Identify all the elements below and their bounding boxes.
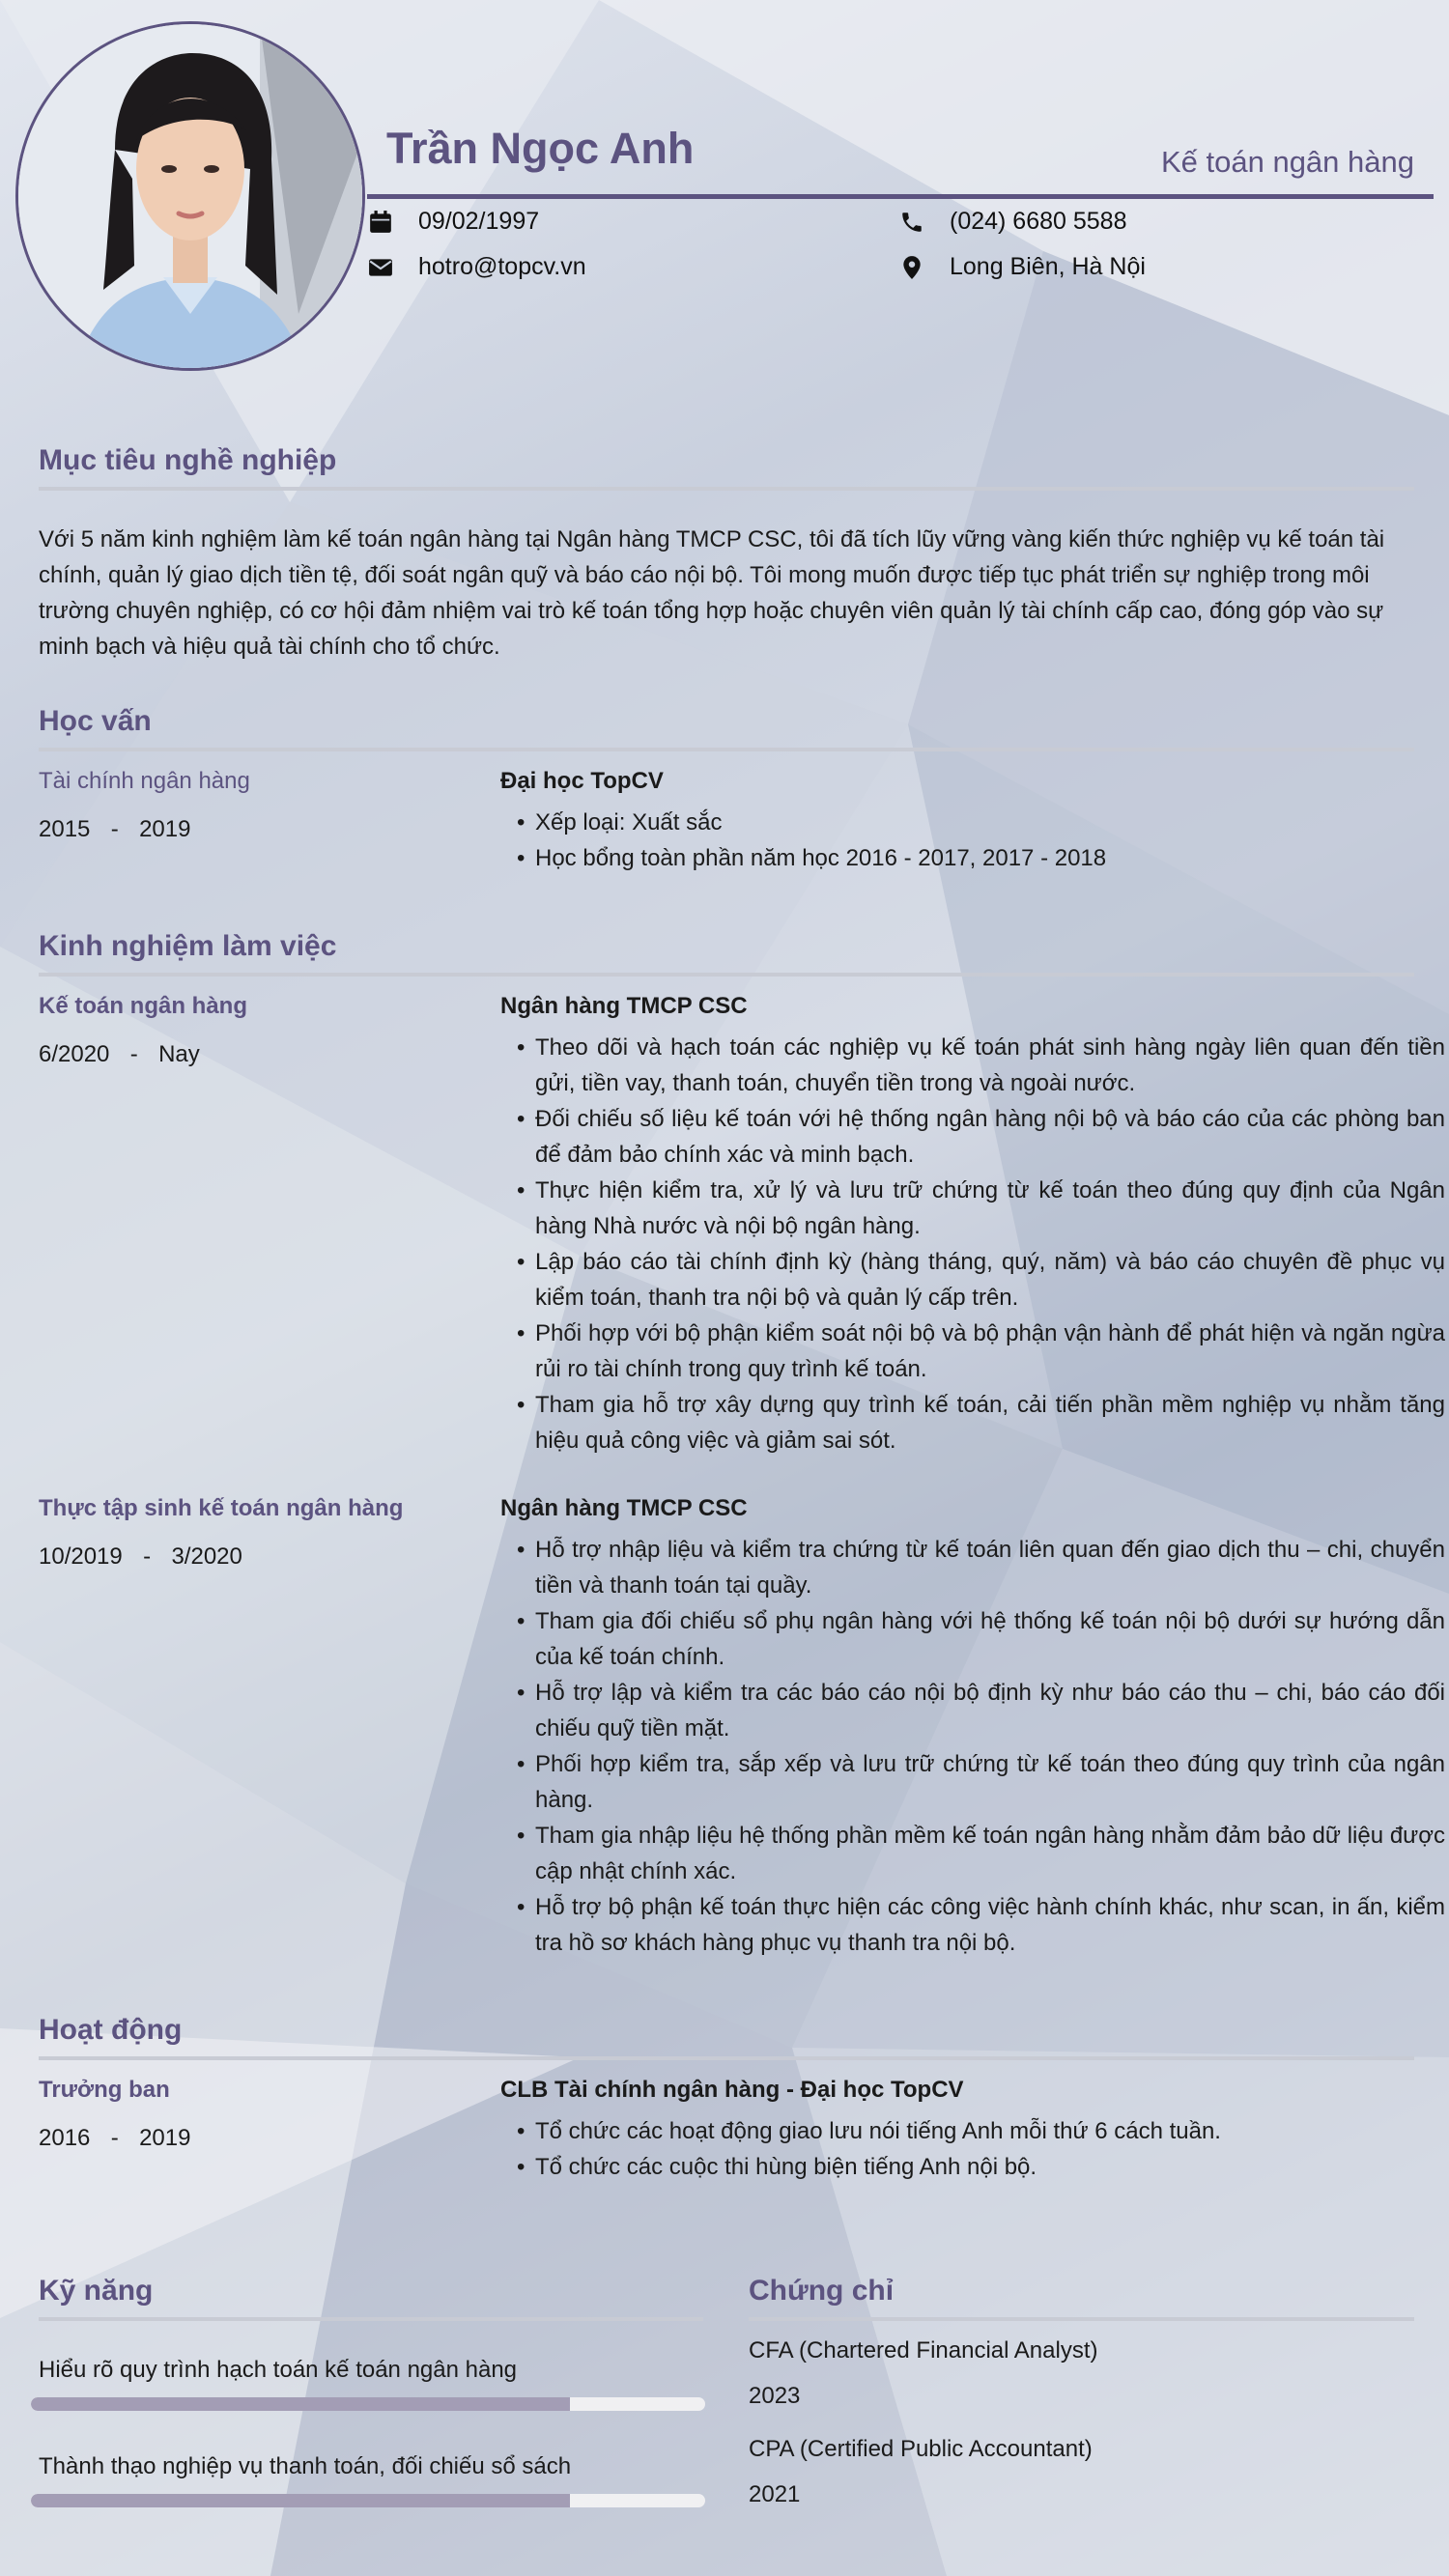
skill-level-fill xyxy=(31,2397,570,2411)
section-divider xyxy=(749,2317,1414,2321)
section-title: Học vấn xyxy=(39,705,152,737)
entry-details xyxy=(500,2113,1445,2185)
contact-phone[interactable] xyxy=(899,208,1126,236)
email-text: hotro@topcv.vn xyxy=(418,253,586,280)
list-item: • Tổ chức các cuộc thi hùng biện tiếng Anh nội bộ. xyxy=(535,2149,1445,2185)
activities-section xyxy=(39,2014,1414,2060)
activity-entry xyxy=(39,2077,1410,2202)
section-divider xyxy=(39,487,1414,491)
entry-dates: 2016 - 2019 xyxy=(39,2125,191,2151)
job-title: Kế toán ngân hàng xyxy=(1160,145,1414,179)
entry-details xyxy=(500,1030,1445,1458)
entry-role: Kế toán ngân hàng xyxy=(39,993,247,1019)
list-item: • Tham gia hỗ trợ xây dựng quy trình kế toán, cải tiến phần mềm nghiệp vụ nhằm tăng hiệu quả công việc và giảm sai sót. xyxy=(535,1387,1445,1458)
experience-entry xyxy=(39,1495,1445,1968)
calendar-icon xyxy=(368,210,393,235)
contact-email[interactable] xyxy=(368,253,586,281)
section-title: Kinh nghiệm làm việc xyxy=(39,930,337,962)
list-item: • Tổ chức các hoạt động giao lưu nói tiếng Anh mỗi thứ 6 cách tuần. xyxy=(535,2113,1445,2149)
entry-dates: 10/2019 - 3/2020 xyxy=(39,1543,242,1570)
education-entry xyxy=(39,768,1410,893)
entry-role: Trưởng ban xyxy=(39,2077,170,2103)
entry-school: Đại học TopCV xyxy=(500,768,664,794)
list-item: • Phối hợp với bộ phận kiểm soát nội bộ và bộ phận vận hành để phát hiện và ngăn ngừa rủi ro tài chính trong quy trình kế toán. xyxy=(535,1316,1445,1387)
entry-details xyxy=(500,1532,1445,1961)
birthday-text: 09/02/1997 xyxy=(418,208,540,235)
section-divider xyxy=(39,2317,703,2321)
avatar xyxy=(15,21,365,371)
skill-level-fill xyxy=(31,2494,570,2507)
education-section xyxy=(39,705,1414,751)
skill-name: Thành thạo nghiệp vụ thanh toán, đối chiếu sổ sách xyxy=(39,2453,572,2479)
entry-details xyxy=(500,805,1445,876)
experience-section xyxy=(39,930,1414,977)
list-item: • Hỗ trợ nhập liệu và kiểm tra chứng từ kế toán liên quan đến giao dịch thu – chi, chuyển tiền và thanh toán tại quầy. xyxy=(535,1532,1445,1603)
list-item: • Học bổng toàn phần năm học 2016 - 2017, 2017 - 2018 xyxy=(535,840,1445,876)
header-divider xyxy=(367,194,1434,199)
list-item: • Phối hợp kiểm tra, sắp xếp và lưu trữ chứng từ kế toán theo đúng quy trình của ngân hàng. xyxy=(535,1746,1445,1818)
list-item: • Lập báo cáo tài chính định kỳ (hàng tháng, quý, năm) và báo cáo chuyên đề phục vụ kiểm toán, thanh tra nội bộ và quản lý cấp trên. xyxy=(535,1244,1445,1316)
certificate-year: 2023 xyxy=(749,2383,801,2409)
entry-company: Ngân hàng TMCP CSC xyxy=(500,1495,748,1521)
entry-organization: CLB Tài chính ngân hàng - Đại học TopCV xyxy=(500,2077,964,2103)
entry-role: Thực tập sinh kế toán ngân hàng xyxy=(39,1495,404,1521)
profile-photo xyxy=(18,24,362,368)
envelope-icon xyxy=(368,255,393,280)
phone-text: (024) 6680 5588 xyxy=(950,208,1127,235)
entry-dates: 2015 - 2019 xyxy=(39,816,191,842)
section-title: Mục tiêu nghề nghiệp xyxy=(39,444,337,476)
list-item: • Tham gia đối chiếu sổ phụ ngân hàng với hệ thống kế toán nội bộ dưới sự hướng dẫn của kế toán chính. xyxy=(535,1603,1445,1675)
certificate-year: 2021 xyxy=(749,2481,801,2507)
objective-text: Với 5 năm kinh nghiệm làm kế toán ngân hàng tại Ngân hàng TMCP CSC, tôi đã tích lũy vững vàng kiến thức nghiệp vụ kế toán tài chính, quản lý giao dịch tiền tệ, đối soát ngân quỹ và báo cáo nội bộ. Tôi mong muốn được tiếp tục phát triển sự nghiệp trong môi trường chuyên nghiệp, có cơ hội đảm nhiệm vai trò kế toán tổng hợp hoặc chuyên viên quản lý tài chính cấp cao, đóng góp vào sự minh bạch và hiệu quả tài chính cho tổ chức. xyxy=(39,526,1385,660)
objective-section xyxy=(39,444,1414,665)
certificate-name: CFA (Chartered Financial Analyst) xyxy=(749,2337,1098,2364)
list-item: • Hỗ trợ lập và kiểm tra các báo cáo nội bộ định kỳ như báo cáo thu – chi, báo cáo đối chiếu quỹ tiền mặt. xyxy=(535,1675,1445,1746)
experience-entry xyxy=(39,993,1445,1466)
entry-company: Ngân hàng TMCP CSC xyxy=(500,993,748,1019)
address-text: Long Biên, Hà Nội xyxy=(950,253,1146,280)
section-divider xyxy=(39,973,1414,977)
contact-birthday xyxy=(368,208,539,236)
contact-address xyxy=(899,253,1146,281)
section-title: Chứng chỉ xyxy=(749,2275,895,2307)
list-item: • Xếp loại: Xuất sắc xyxy=(535,805,1445,840)
list-item: • Hỗ trợ bộ phận kế toán thực hiện các công việc hành chính khác, như scan, in ấn, kiểm tra hồ sơ khách hàng phục vụ thanh tra nội bộ. xyxy=(535,1889,1445,1961)
skills-section xyxy=(39,2275,703,2321)
certificate-name: CPA (Certified Public Accountant) xyxy=(749,2436,1093,2462)
section-divider xyxy=(39,2056,1414,2060)
list-item: • Đối chiếu số liệu kế toán với hệ thống ngân hàng nội bộ và báo cáo của các phòng ban để đảm bảo chính xác và minh bạch. xyxy=(535,1101,1445,1173)
entry-dates: 6/2020 - Nay xyxy=(39,1041,200,1067)
certificates-section xyxy=(749,2275,1414,2321)
section-title: Hoạt động xyxy=(39,2014,183,2046)
entry-major: Tài chính ngân hàng xyxy=(39,768,250,794)
skill-level-bar xyxy=(31,2494,705,2507)
candidate-name: Trần Ngọc Anh xyxy=(386,124,695,173)
phone-icon xyxy=(899,210,924,235)
skill-level-bar xyxy=(31,2397,705,2411)
list-item: • Theo dõi và hạch toán các nghiệp vụ kế toán phát sinh hàng ngày liên quan đến tiền gửi, tiền vay, thanh toán, chuyển tiền trong và ngoài nước. xyxy=(535,1030,1445,1101)
list-item: • Tham gia nhập liệu hệ thống phần mềm kế toán ngân hàng nhằm đảm bảo dữ liệu được cập nhật chính xác. xyxy=(535,1818,1445,1889)
section-title: Kỹ năng xyxy=(39,2275,154,2307)
skill-name: Hiểu rõ quy trình hạch toán kế toán ngân hàng xyxy=(39,2357,518,2383)
list-item: • Thực hiện kiểm tra, xử lý và lưu trữ chứng từ kế toán theo đúng quy định của Ngân hàng Nhà nước và nội bộ ngân hàng. xyxy=(535,1173,1445,1244)
section-divider xyxy=(39,748,1414,751)
map-pin-icon xyxy=(899,255,924,280)
